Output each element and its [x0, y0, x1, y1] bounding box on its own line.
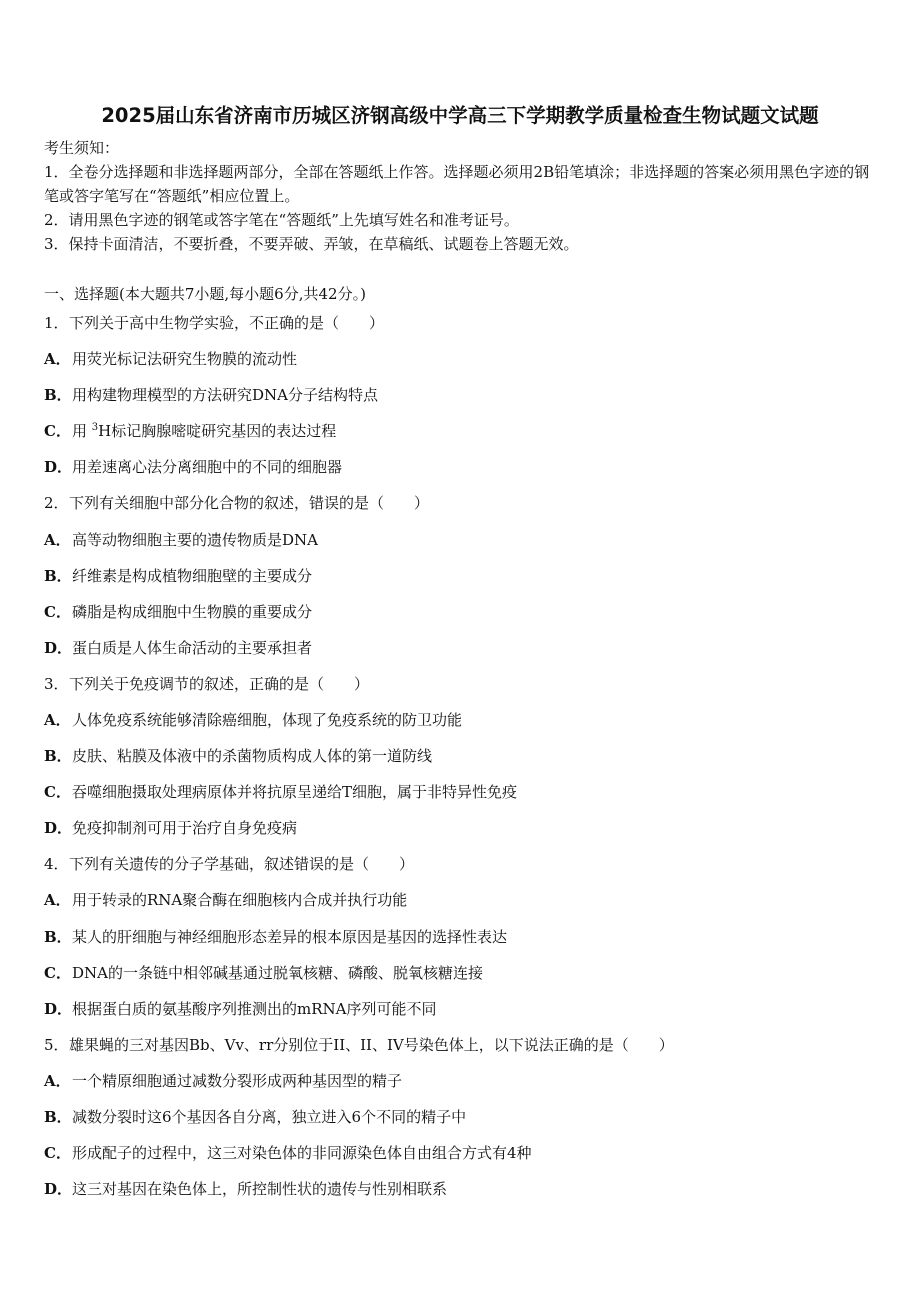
- option-letter: A．: [44, 711, 71, 729]
- option: [44, 637, 312, 659]
- option-text: 这三对基因在染色体上，所控制性状的遗传与性别相联系: [72, 1180, 448, 1198]
- option: [44, 889, 407, 911]
- notice-item: 3．保持卡面清洁，不要折叠，不要弄破、弄皱，在草稿纸、试题卷上答题无效。: [44, 235, 579, 253]
- option-letter: D．: [44, 639, 73, 657]
- section-heading: 一、选择题(本大题共7小题,每小题6分,共42分。): [44, 285, 366, 303]
- question-stem: [44, 853, 414, 875]
- option-letter: A．: [44, 891, 71, 909]
- option-letter: B．: [44, 386, 72, 404]
- notice-item: 2．请用黑色字迹的钢笔或答字笔在“答题纸”上先填写姓名和准考证号。: [44, 211, 519, 229]
- question-number: 2．: [44, 494, 69, 512]
- option: [44, 962, 483, 984]
- question-stem: [44, 673, 369, 695]
- option-letter: C．: [44, 964, 71, 982]
- option-text: 用荧光标记法研究生物膜的流动性: [72, 350, 298, 368]
- notice-item: 1．全卷分选择题和非选择题两部分，全部在答题纸上作答。选择题必须用2B铅笔填涂；非选择题的答案必须用黑色字迹的钢笔或答字笔写在“答题纸”相应位置上。: [44, 163, 870, 205]
- option-text: H标记胸腺嘧啶研究基因的表达过程: [98, 422, 337, 440]
- option: [44, 1070, 402, 1092]
- option-text: 减数分裂时这6个基因各自分离，独立进入6个不同的精子中: [72, 1108, 467, 1126]
- option: [44, 529, 318, 551]
- option-letter: D．: [44, 819, 73, 837]
- option: [44, 456, 342, 478]
- option-text: DNA的一条链中相邻碱基通过脱氧核糖、磷酸、脱氧核糖连接: [72, 964, 483, 982]
- option: [44, 817, 297, 839]
- option: [44, 709, 462, 731]
- question-text: 下列关于免疫调节的叙述，正确的是（ ）: [69, 675, 370, 693]
- question-stem: [44, 1034, 674, 1056]
- option-text: 形成配子的过程中，这三对染色体的非同源染色体自由组合方式有4种: [72, 1144, 532, 1162]
- option: [44, 1178, 447, 1200]
- option-letter: C．: [44, 422, 71, 440]
- notice-heading: 考生须知：: [44, 139, 120, 157]
- option: [44, 1106, 466, 1128]
- option-letter: A．: [44, 350, 71, 368]
- option-text: 某人的肝细胞与神经细胞形态差异的根本原因是基因的选择性表达: [72, 928, 508, 946]
- option-letter: B．: [44, 1108, 72, 1126]
- option: [44, 601, 312, 623]
- option-text: 人体免疫系统能够清除癌细胞，体现了免疫系统的防卫功能: [72, 711, 463, 729]
- option-text: 吞噬细胞摄取处理病原体并将抗原呈递给T细胞，属于非特异性免疫: [72, 783, 518, 801]
- question-number: 1．: [44, 314, 69, 332]
- option-text: 用于转录的RNA聚合酶在细胞核内合成并执行功能: [72, 891, 408, 909]
- option: [44, 348, 297, 370]
- superscript: 3: [91, 422, 99, 433]
- option-letter: A．: [44, 531, 71, 549]
- option-text: 皮肤、粘膜及体液中的杀菌物质构成人体的第一道防线: [72, 747, 433, 765]
- option-letter: B．: [44, 747, 72, 765]
- option-letter: B．: [44, 928, 72, 946]
- option-text: 高等动物细胞主要的遗传物质是DNA: [72, 531, 318, 549]
- option: [44, 1142, 532, 1164]
- question-text: 雄果蝇的三对基因Bb、Vv、rr分别位于II、II、IV号染色体上，以下说法正确的是（ ）: [69, 1036, 674, 1054]
- option: [44, 745, 432, 767]
- option: [44, 384, 378, 406]
- option-letter: B．: [44, 567, 72, 585]
- option-text: 用差速离心法分离细胞中的不同的细胞器: [72, 458, 343, 476]
- option-letter: C．: [44, 603, 71, 621]
- option-letter: C．: [44, 783, 71, 801]
- option: [44, 998, 436, 1020]
- question-number: 5．: [44, 1036, 69, 1054]
- option: [44, 926, 507, 948]
- notice-block: [44, 136, 884, 256]
- option-text: 一个精原细胞通过减数分裂形成两种基因型的精子: [72, 1072, 403, 1090]
- option: [44, 781, 517, 803]
- option-text: 免疫抑制剂可用于治疗自身免疫病: [72, 819, 298, 837]
- option-letter: D．: [44, 1000, 73, 1018]
- option-text: 用构建物理模型的方法研究DNA分子结构特点: [72, 386, 378, 404]
- option-text: 磷脂是构成细胞中生物膜的重要成分: [72, 603, 313, 621]
- question-number: 4．: [44, 855, 69, 873]
- option-letter: C．: [44, 1144, 71, 1162]
- option-letter: A．: [44, 1072, 71, 1090]
- option-letter: D．: [44, 1180, 73, 1198]
- question-text: 下列关于高中生物学实验，不正确的是（ ）: [69, 314, 385, 332]
- question-stem: [44, 492, 429, 514]
- question-text: 下列有关细胞中部分化合物的叙述，错误的是（ ）: [69, 494, 430, 512]
- option: [44, 420, 336, 442]
- option-prefix: 用: [72, 422, 92, 440]
- question-text: 下列有关遗传的分子学基础，叙述错误的是（ ）: [69, 855, 415, 873]
- option-letter: D．: [44, 458, 73, 476]
- question-number: 3．: [44, 675, 69, 693]
- option-text: 蛋白质是人体生命活动的主要承担者: [72, 639, 313, 657]
- question-stem: [44, 312, 384, 334]
- option-text: 根据蛋白质的氨基酸序列推测出的mRNA序列可能不同: [72, 1000, 437, 1018]
- option-text: 纤维素是构成植物细胞壁的主要成分: [72, 567, 313, 585]
- option: [44, 565, 312, 587]
- exam-title: 2025届山东省济南市历城区济钢高级中学高三下学期教学质量检查生物试题文试题: [101, 104, 819, 127]
